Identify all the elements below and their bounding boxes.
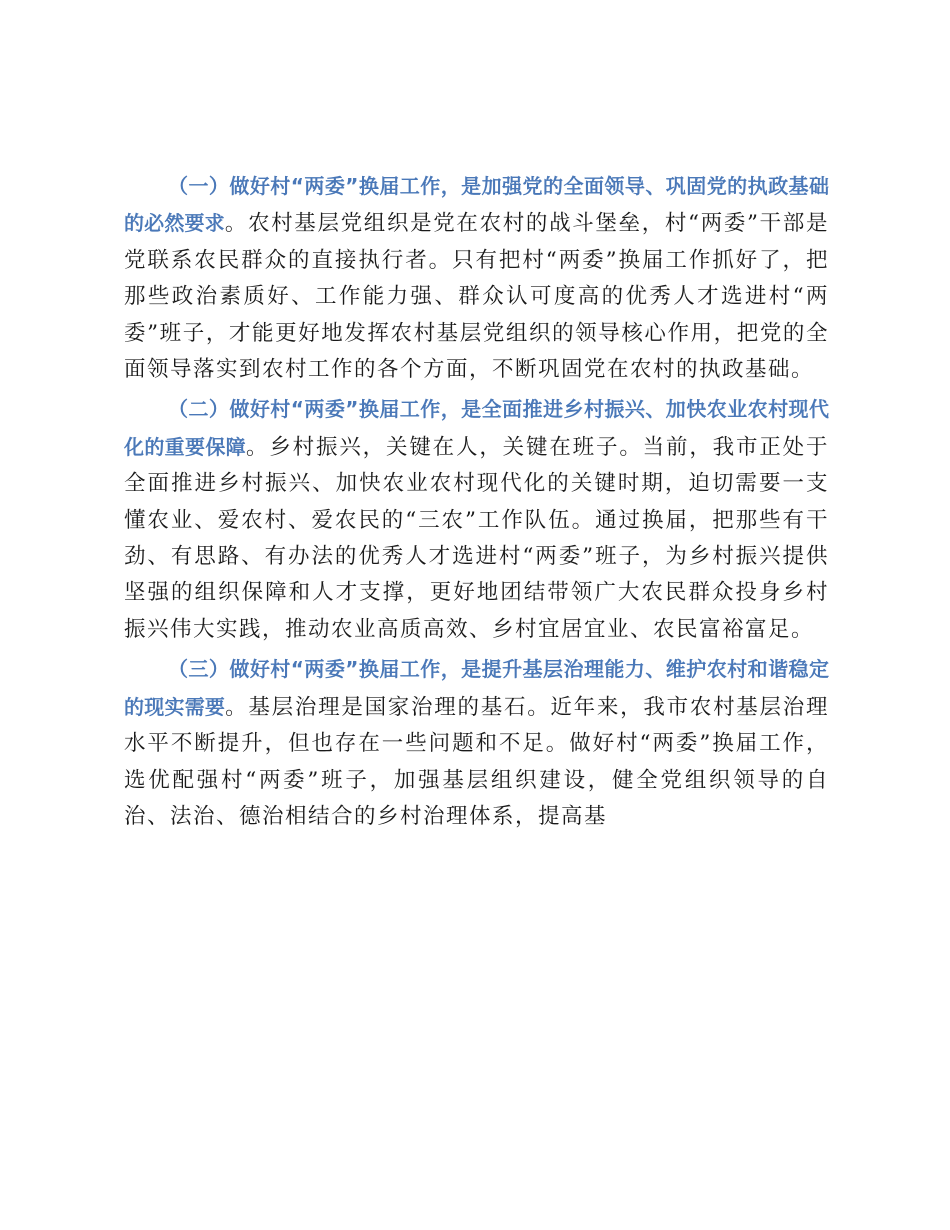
paragraph-3 [124, 651, 829, 835]
paragraph-2-body: 。乡村振兴，关键在人，关键在班子。当前，我市正处于全面推进乡村振兴、加快农业农村现代化的关键时期，迫切需要一支懂农业、爱农村、爱农民的“三农”工作队伍。通过换届，把那些有干劲、有思路、有办法的优秀人才选进村“两委”班子，为乡村振兴提供坚强的组织保障和人才支撑，更好地团结带领广大农民群众投身乡村振兴伟大实践，推动农业高质高效、乡村宜居宜业、农民富裕富足。 [124, 434, 829, 642]
paragraph-1 [124, 168, 829, 388]
paragraph-1-heading: （一）做好村“两委”换届工作，是加强党的全面领导、巩固党的执政基础的必然要求 [124, 174, 829, 236]
document-page [124, 168, 829, 835]
paragraph-1-body: 。农村基层党组织是党在农村的战斗堡垒，村“两委”干部是党联系农民群众的直接执行者。只有把村“两委”换届工作抓好了，把那些政治素质好、工作能力强、群众认可度高的优秀人才选进村“两委”班子，才能更好地发挥农村基层党组织的领导核心作用，把党的全面领导落实到农村工作的各个方面，不断巩固党在农村的执政基础。 [124, 211, 829, 383]
paragraph-2-heading: （二）做好村“两委”换届工作，是全面推进乡村振兴、加快农业农村现代化的重要保障 [124, 397, 829, 459]
paragraph-3-body: 。基层治理是国家治理的基石。近年来，我市农村基层治理水平不断提升，但也存在一些问题和不足。做好村“两委”换届工作，选优配强村“两委”班子，加强基层组织建设，健全党组织领导的自治、法治、德治相结合的乡村治理体系，提高基 [124, 694, 829, 829]
paragraph-2 [124, 391, 829, 648]
paragraph-3-heading: （三）做好村“两委”换届工作，是提升基层治理能力、维护农村和谐稳定的现实需要 [124, 657, 829, 719]
